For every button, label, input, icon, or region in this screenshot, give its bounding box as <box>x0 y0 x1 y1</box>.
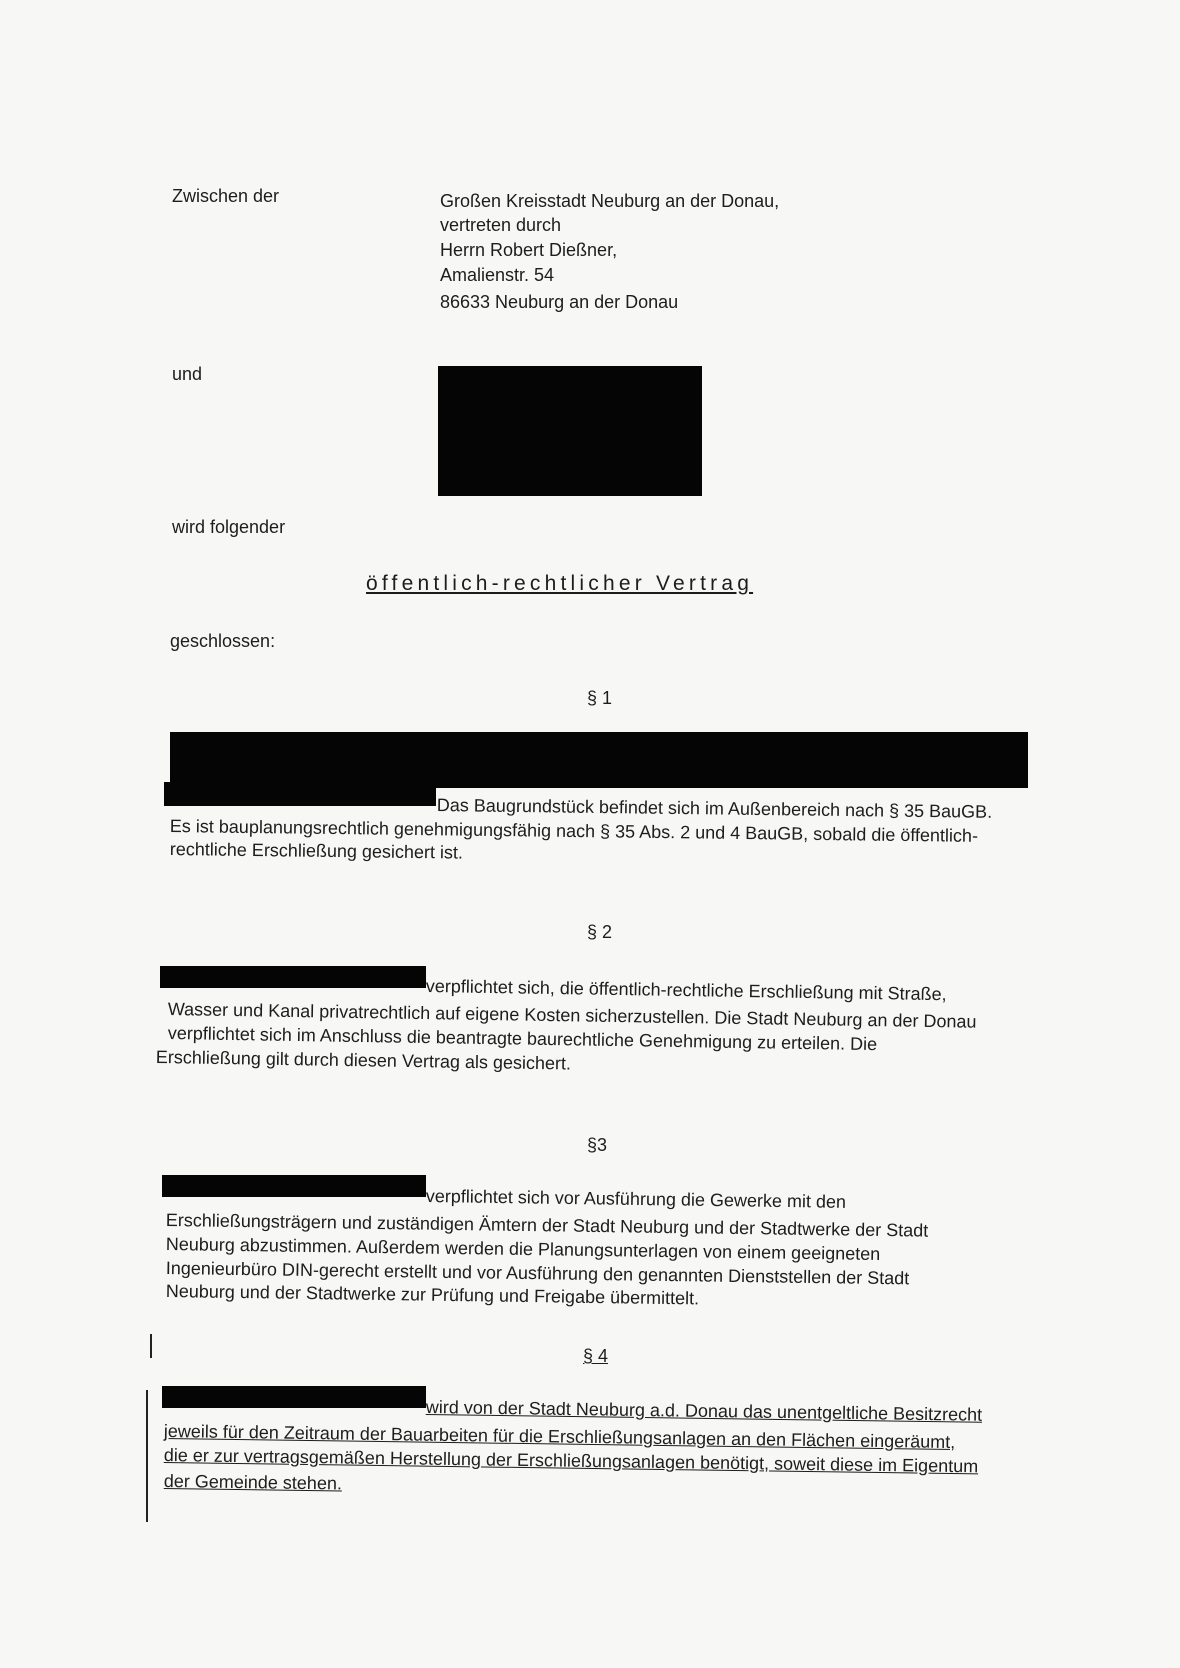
wird-folgender-label: wird folgender <box>172 517 286 537</box>
section-2-line: Wasser und Kanal privatrechtlich auf eigene Kosten sicherzustellen. Die Stadt Neuburg an der Donau <box>167 998 977 1032</box>
party1-line: Amalienstr. 54 <box>440 265 555 285</box>
section-2-line: verpflichtet sich, die öffentlich-rechtliche Erschließung mit Straße, <box>425 975 947 1005</box>
section-1-line: rechtliche Erschließung gesichert ist. <box>169 838 464 863</box>
redaction-block <box>160 966 426 988</box>
margin-change-bar <box>150 1334 152 1358</box>
section-1-heading: § 1 <box>587 688 613 708</box>
section-2-line: verpflichtet sich im Anschluss die beantragte baurechtliche Genehmigung zu erteilen. Die <box>167 1022 878 1055</box>
section-1-line: Das Baugrundstück befindet sich im Außenbereich nach § 35 BauGB. <box>436 794 993 822</box>
section-4-line: der Gemeinde stehen. <box>163 1470 343 1494</box>
redaction-block <box>170 732 1028 788</box>
contract-title: öffentlich-rechtlicher Vertrag <box>366 572 754 595</box>
section-4-line: die er zur vertragsgemäßen Herstellung der Erschließungsanlagen benötigt, soweit diese im Eigentum <box>163 1444 979 1477</box>
party1-line: vertreten durch <box>440 215 562 235</box>
section-4-line: wird von der Stadt Neuburg a.d. Donau das unentgeltliche Besitzrecht <box>425 1396 983 1425</box>
margin-change-bar <box>146 1390 148 1522</box>
section-3-line: Ingenieurbüro DIN-gerecht erstellt und vor Ausführung den genannten Dienststellen der Stadt <box>165 1257 910 1289</box>
section-3-line: Neuburg abzustimmen. Außerdem werden die Planungsunterlagen von einem geeigneten <box>165 1233 881 1264</box>
section-3-heading: §3 <box>587 1135 608 1155</box>
section-2-heading: § 2 <box>587 922 613 942</box>
section-3-line: Erschließungsträgern und zuständigen Ämtern der Stadt Neuburg und der Stadtwerke der Stadt <box>165 1209 929 1241</box>
section-4-heading: § 4 <box>583 1346 609 1366</box>
redaction-block <box>162 1386 426 1408</box>
section-4-line: jeweils für den Zeitraum der Bauarbeiten für die Erschließungsanlagen an den Flächen eingeräumt, <box>163 1420 956 1453</box>
section-3-line: verpflichtet sich vor Ausführung die Gewerke mit den <box>425 1185 847 1212</box>
und-label: und <box>172 364 203 384</box>
geschlossen-label: geschlossen: <box>170 631 276 651</box>
section-1-line: Es ist bauplanungsrechtlich genehmigungsfähig nach § 35 Abs. 2 und 4 BauGB, sobald die öffentlich- <box>169 815 979 846</box>
party1-line: Herrn Robert Dießner, <box>440 240 618 260</box>
party1-line: 86633 Neuburg an der Donau <box>440 292 679 312</box>
section-2-line: Erschließung gilt durch diesen Vertrag als gesichert. <box>155 1046 572 1074</box>
section-3-line: Neuburg und der Stadtwerke zur Prüfung und Freigabe übermittelt. <box>165 1280 700 1309</box>
party1-line: Großen Kreisstadt Neuburg an der Donau, <box>440 191 780 211</box>
redaction-block <box>162 1175 426 1197</box>
zwischen-label: Zwischen der <box>172 186 280 206</box>
redaction-block <box>164 782 436 806</box>
redaction-block <box>438 366 702 496</box>
